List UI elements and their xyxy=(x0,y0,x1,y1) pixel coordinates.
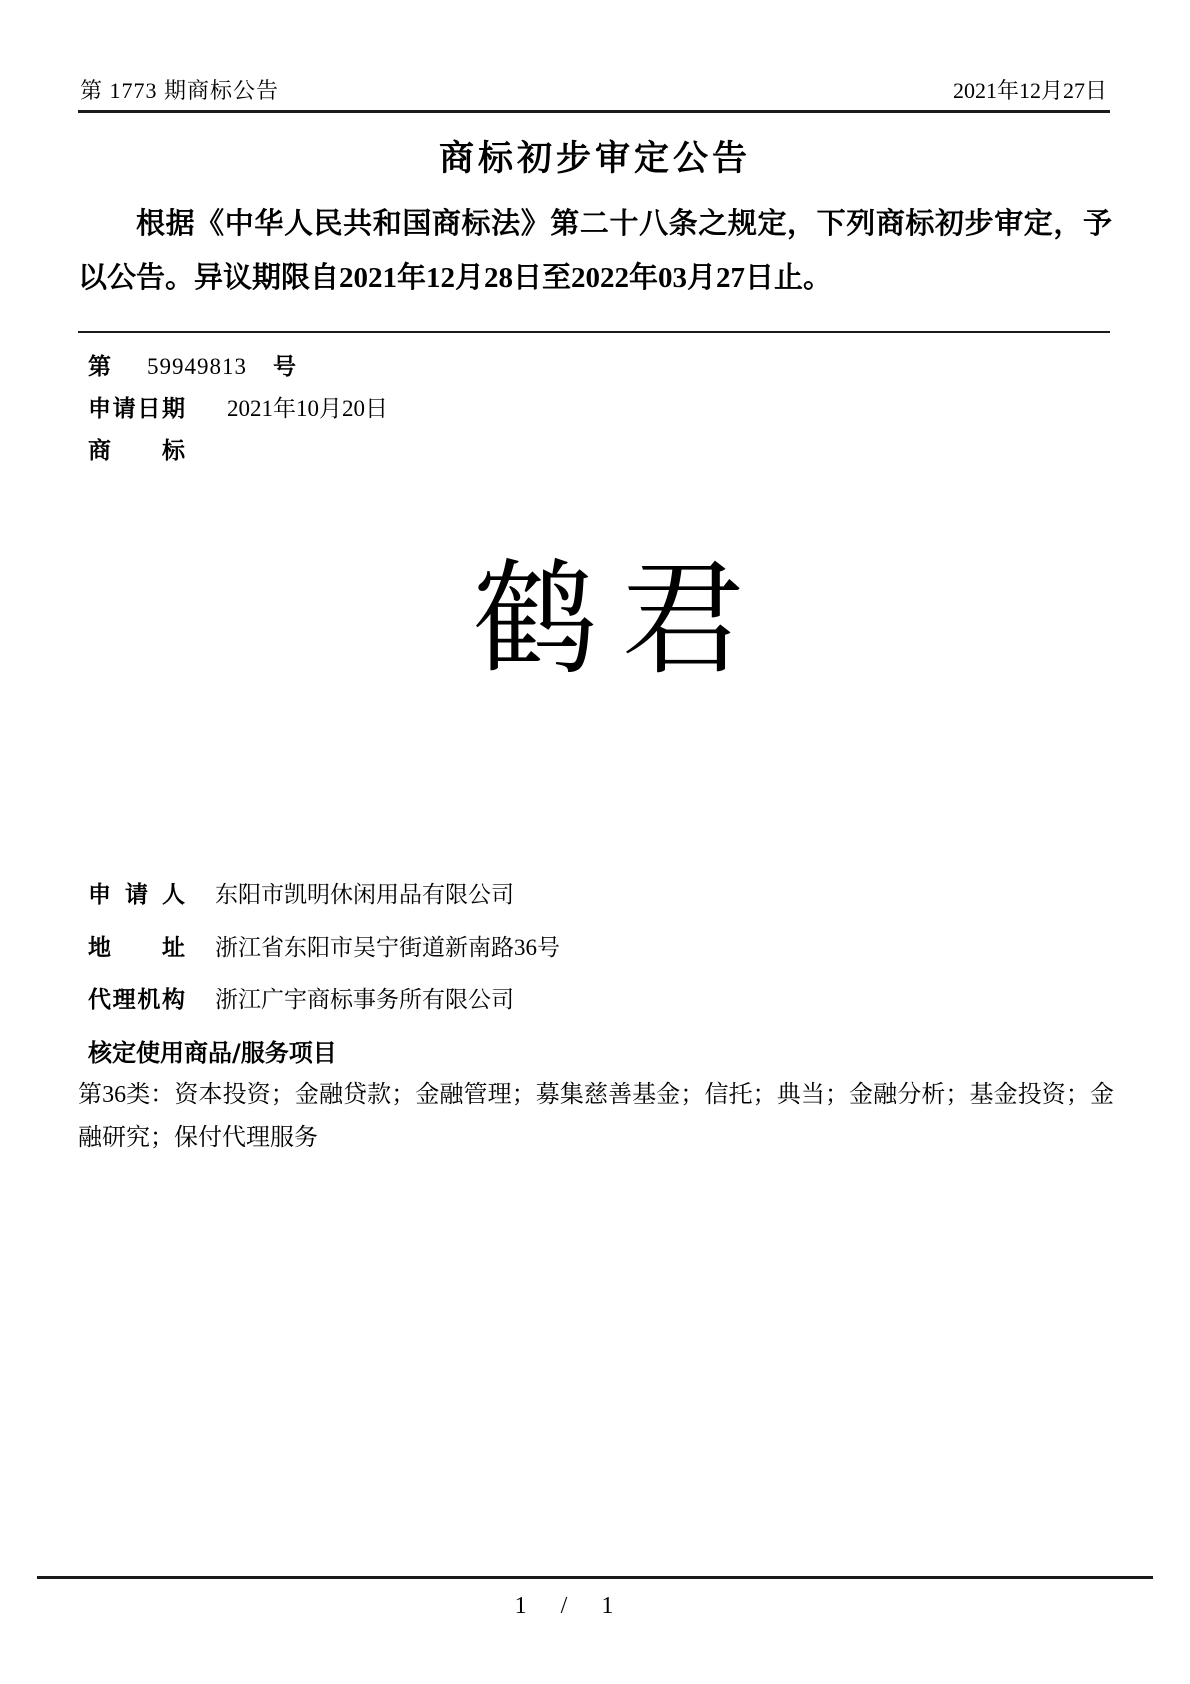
trademark-image-text: 鹤君 xyxy=(472,552,769,689)
applicant-label: 申请人 xyxy=(88,882,185,908)
page-title: 商标初步审定公告 xyxy=(438,139,751,178)
page-number-total: 1 xyxy=(601,1593,614,1619)
page-number-current: 1 xyxy=(514,1593,527,1619)
footer-divider xyxy=(37,1576,1153,1579)
trademark-label: 商标 xyxy=(88,438,185,464)
header-issue-number: 第 1773 期商标公告 xyxy=(80,78,280,103)
serial-number-value: 59949813 xyxy=(147,354,247,379)
serial-number-row xyxy=(88,348,296,381)
agency-row xyxy=(88,981,514,1014)
filing-date-value: 2021年10月20日 xyxy=(227,396,388,421)
agency-label: 代理机构 xyxy=(88,987,185,1013)
section-divider xyxy=(78,331,1110,333)
intro-paragraph: 根据《中华人民共和国商标法》第二十八条之规定，下列商标初步审定，予以公告。异议期限自2021年12月28日至2022年03月27日止。 xyxy=(78,208,1112,294)
trademark-label-row xyxy=(88,432,185,465)
page-number-footer xyxy=(0,1593,1159,1620)
applicant-value: 东阳市凯明休闲用品有限公司 xyxy=(215,882,514,907)
serial-suffix-label: 号 xyxy=(273,354,296,380)
filing-date-row xyxy=(88,390,388,423)
header-divider xyxy=(78,110,1110,113)
page-number-separator: / xyxy=(560,1593,568,1619)
goods-services-text: 第36类：资本投资；金融贷款；金融管理；募集慈善基金；信托；典当；金融分析；基金投资；金融研究；保付代理服务 xyxy=(78,1082,1114,1151)
applicant-row xyxy=(88,876,514,909)
serial-prefix-label: 第 xyxy=(88,354,111,380)
goods-services-heading: 核定使用商品/服务项目 xyxy=(88,1039,337,1067)
filing-date-label: 申请日期 xyxy=(88,396,185,422)
address-row xyxy=(88,929,560,962)
address-value: 浙江省东阳市吴宁街道新南路36号 xyxy=(215,935,560,960)
header-date: 2021年12月27日 xyxy=(952,78,1107,103)
agency-value: 浙江广宇商标事务所有限公司 xyxy=(215,987,514,1012)
address-label: 地址 xyxy=(88,935,185,961)
